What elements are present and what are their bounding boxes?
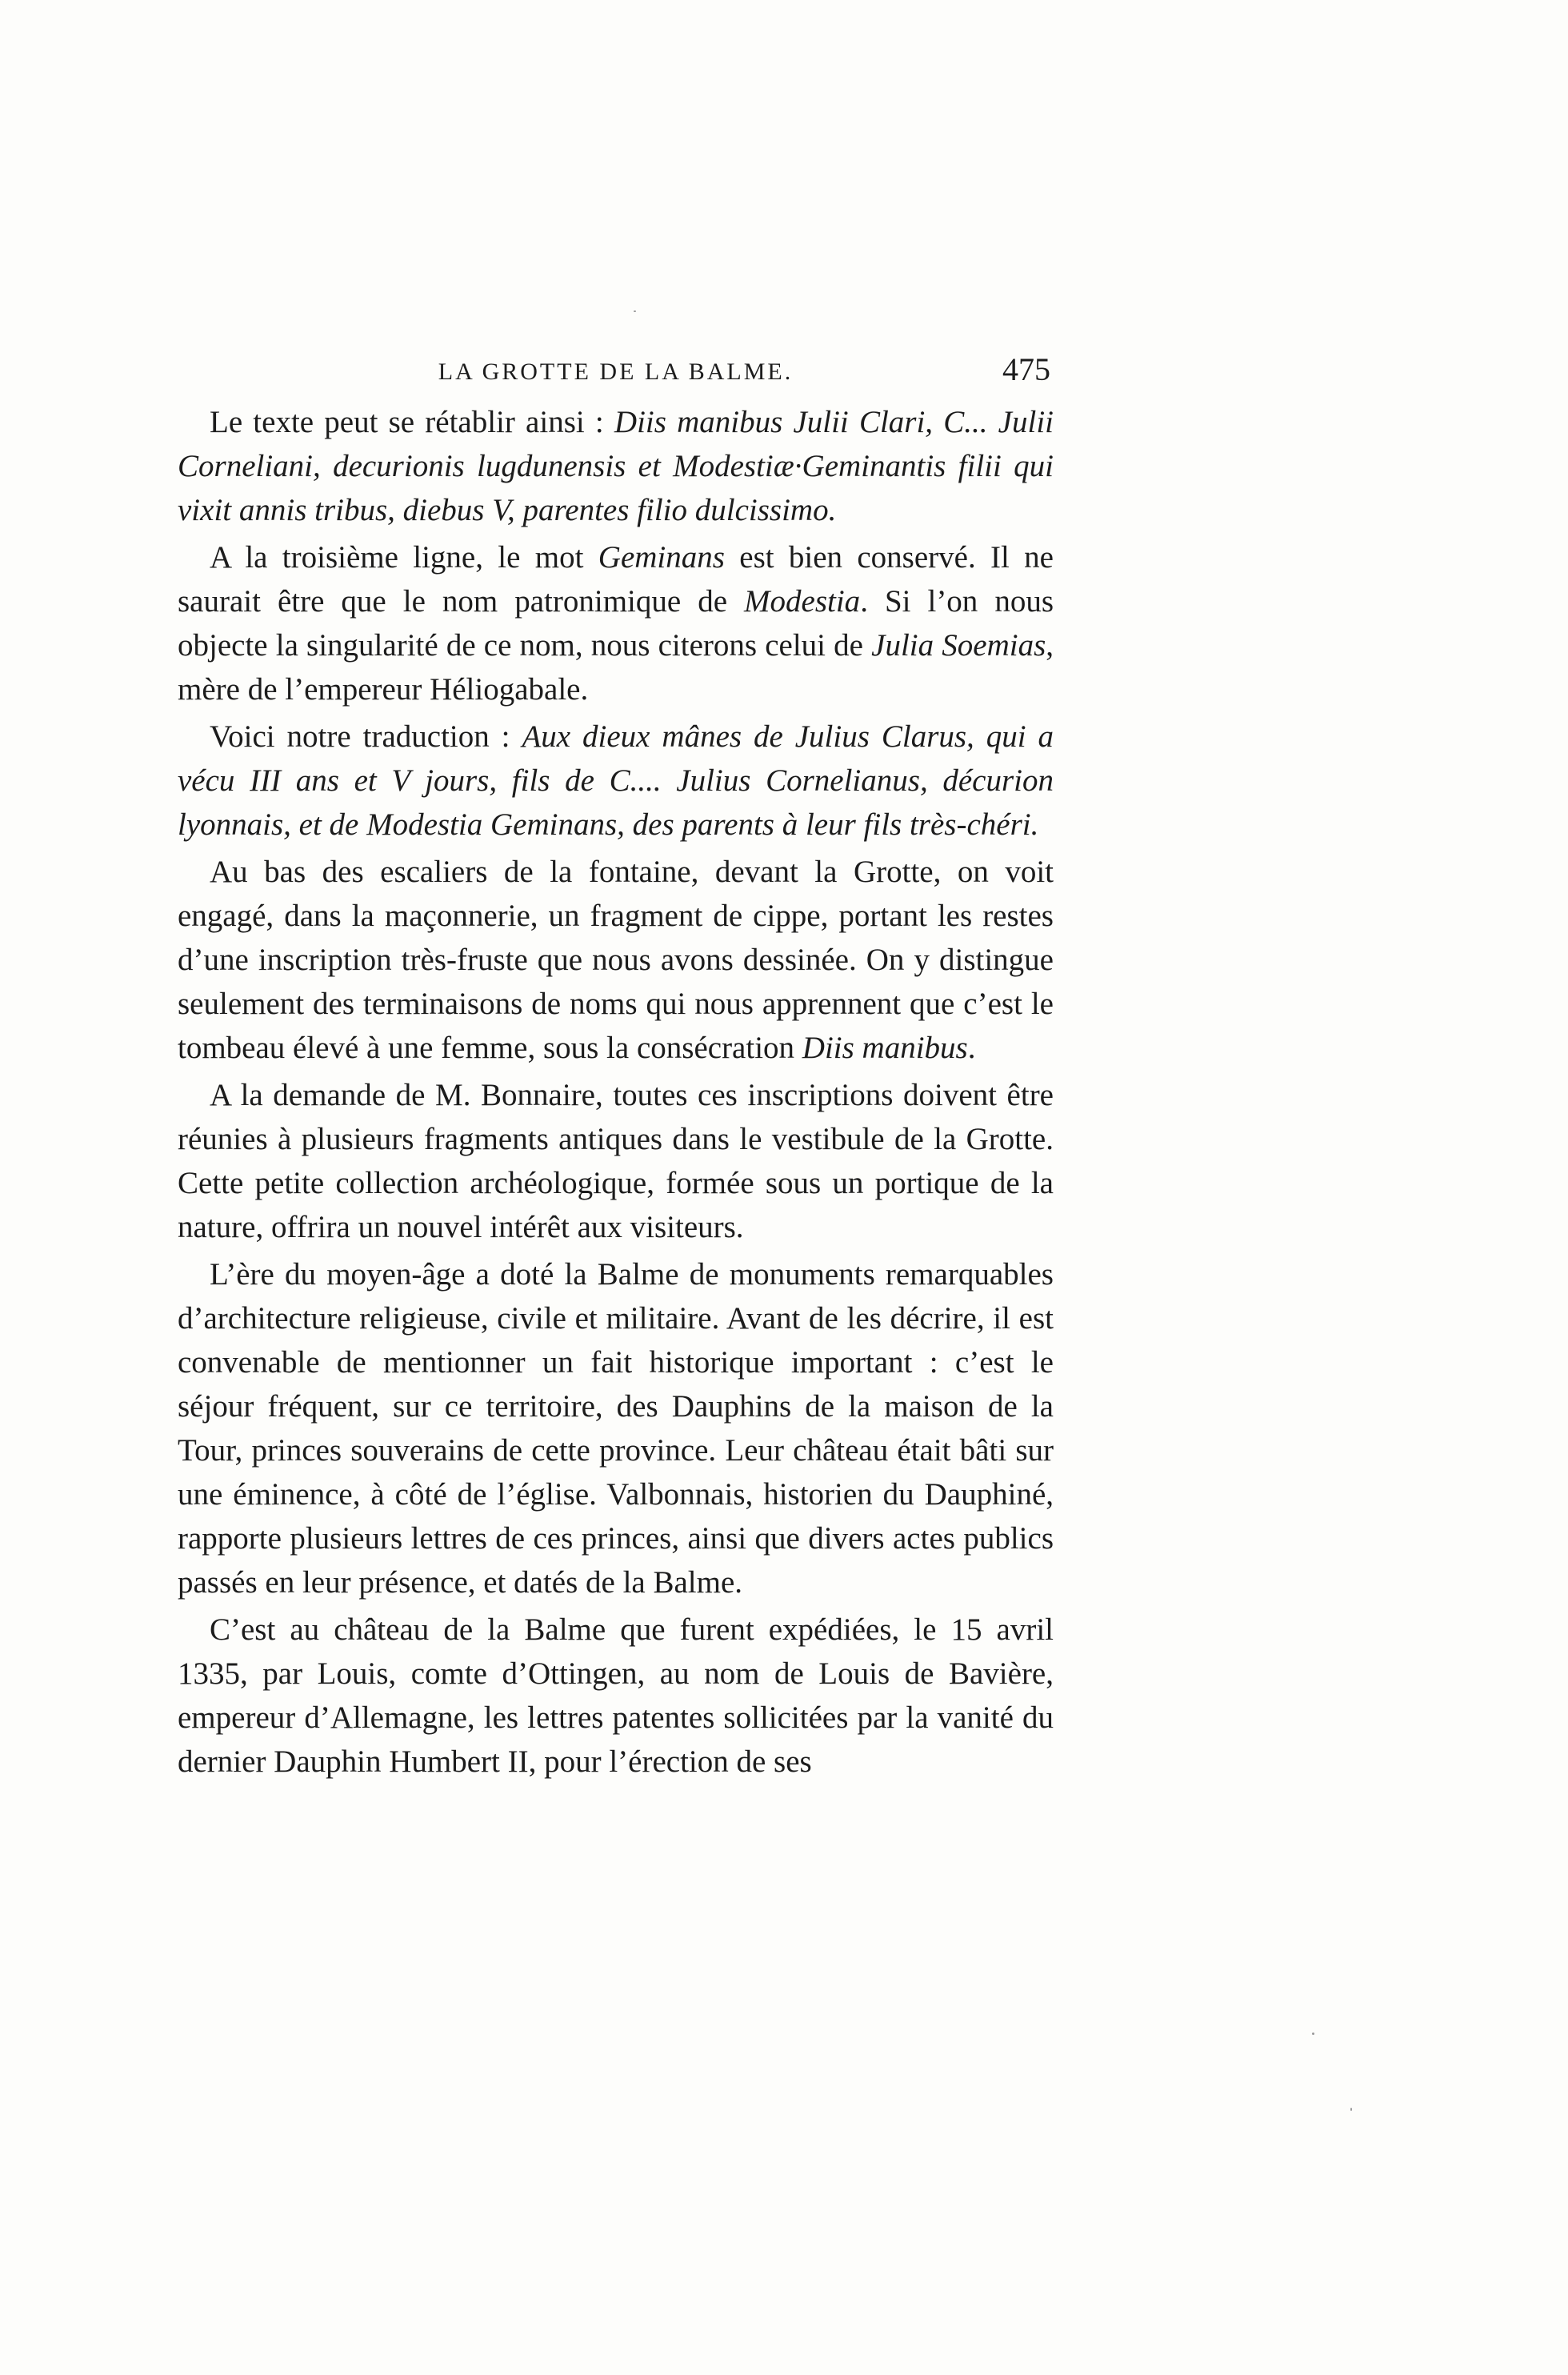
paragraph [178, 1608, 1054, 1784]
text-run: A la troisième ligne, le mot [210, 540, 598, 575]
text-run: L’ère du moyen-âge a doté la Balme de monuments remarquables d’architecture religieuse, civile et militaire. Avant de les décrire, il est convenable de mentionner un fait historique important : c’est le séjour fréquent, sur ce territoire, des Dauphins de la maison de la Tour, princes souverains de cette province. Leur château était bâti sur une éminence, à côté de l’église. Valbonnais, historien du Dauphiné, rapporte plusieurs lettres de ces princes, ainsi que divers actes publics passés en leur présence, et datés de la Balme. [178, 1257, 1054, 1600]
paper-speck [1350, 2108, 1352, 2111]
paragraph [178, 1073, 1054, 1249]
italic-text-run: Diis manibus Julii Clari, C... Julii Corneliani, decurionis lugdunensis et Modestiæ·Geminantis filii qui vixit annis tribus, diebus V, parentes filio dulcissimo. [178, 405, 1054, 527]
text-run: est bien conservé. Il ne saurait être que le nom patronimique de [178, 540, 1054, 619]
text-run: Le texte peut se rétablir ainsi : [210, 405, 614, 439]
running-title: LA GROTTE DE LA BALME. [438, 358, 794, 385]
text-run: C’est au château de la Balme que furent expédiées, le 15 avril 1335, par Louis, comte d’Ottingen, au nom de Louis de Bavière, empereur d’Allemagne, les lettres patentes sollicitées par la vanité du dernier Dauphin Humbert II, pour l’érection de ses [178, 1612, 1054, 1779]
text-run: Voici notre traduction : [210, 719, 522, 754]
italic-text-run: Julia Soemias [871, 628, 1046, 663]
text-run: A la demande de M. Bonnaire, toutes ces inscriptions doivent être réunies à plusieurs fragments antiques dans le vestibule de la Grotte. Cette petite collection archéologique, formée sous un portique de la nature, offrira un nouvel intérêt aux visiteurs. [178, 1078, 1054, 1244]
text-run: . Si l’on nous objecte la singularité de ce nom, nous citerons celui de [178, 584, 1054, 663]
paragraph [178, 715, 1054, 847]
paragraph [178, 1252, 1054, 1604]
italic-text-run: Geminans [598, 540, 725, 575]
italic-text-run: Modestia [744, 584, 861, 619]
paper-speck [634, 310, 636, 312]
page-header [178, 350, 1054, 395]
text-run: Au bas des escaliers de la fontaine, devant la Grotte, on voit engagé, dans la maçonnerie, un fragment de cippe, portant les restes d’une inscription très-fruste que nous avons dessinée. On y distingue seulement des terminaisons de noms qui nous apprennent que c’est le tombeau élevé à une femme, sous la consécration [178, 855, 1054, 1065]
body-text [178, 400, 1054, 1787]
paragraph [178, 400, 1054, 532]
text-run: , mère de l’empereur Héliogabale. [178, 628, 1054, 707]
text-run: . [967, 1031, 976, 1065]
page-number: 475 [1002, 351, 1050, 387]
paragraph [178, 535, 1054, 711]
paragraph [178, 850, 1054, 1070]
italic-text-run: Diis manibus [802, 1031, 968, 1065]
paper-speck [1312, 2033, 1314, 2035]
italic-text-run: Aux dieux mânes de Julius Clarus, qui a vécu III ans et V jours, fils de C.... Julius Cornelianus, décurion lyonnais, et de Modestia Geminans, des parents à leur fils très-chéri. [178, 719, 1054, 842]
